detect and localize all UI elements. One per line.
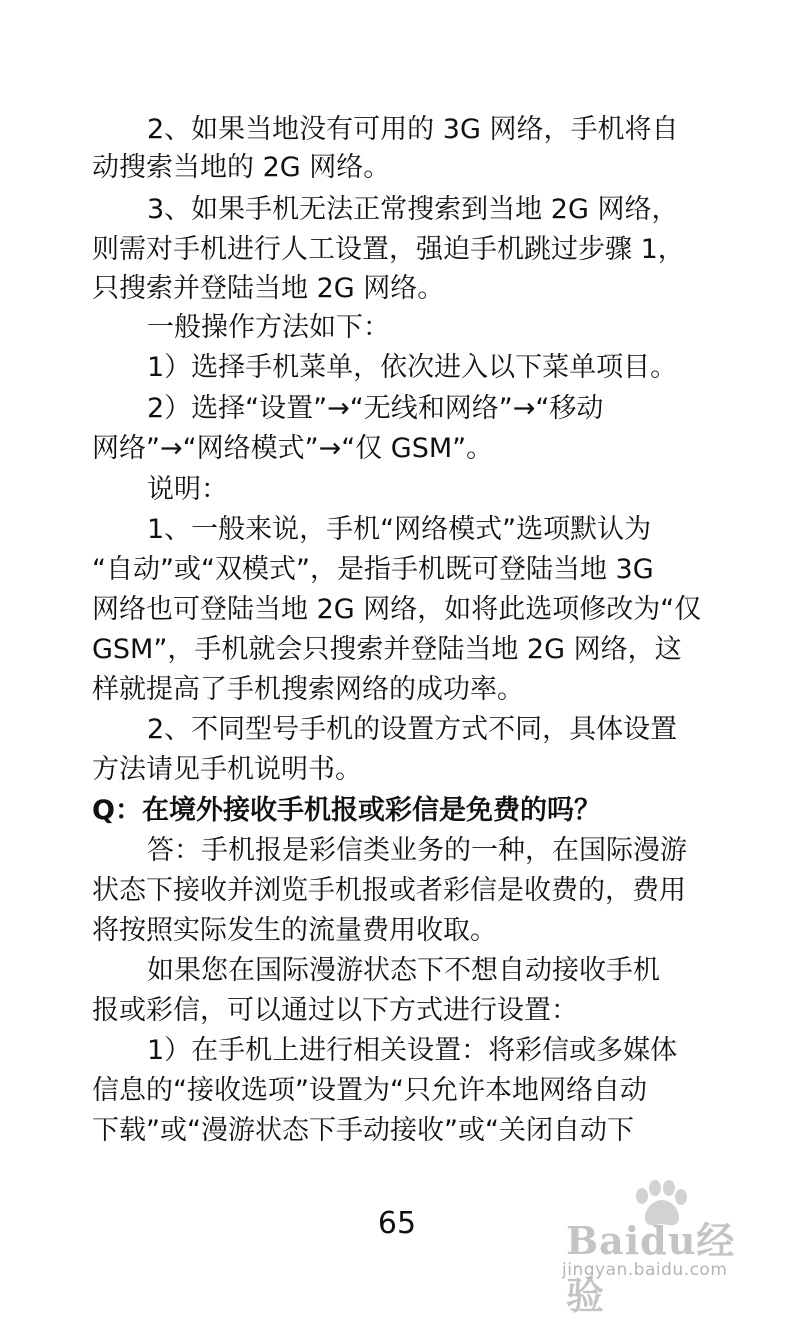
baidu-jingyan-watermark (558, 1180, 758, 1318)
text-line: 1）选择手机菜单，依次进入以下菜单项目。 (147, 352, 678, 383)
text-line: 下载”或“漫游状态下手动接收”或“关闭自动下 (92, 1115, 634, 1146)
text-line: 说明： (147, 474, 228, 505)
text-line: 2、如果当地没有可用的 3G 网络，手机将自 (147, 114, 679, 145)
watermark-brand: Baidu经验 (566, 1218, 736, 1318)
page-number: 65 (377, 1206, 417, 1241)
text-line: 答：手机报是彩信类业务的一种，在国际漫游 (147, 835, 687, 866)
text-line: 状态下接收并浏览手机报或者彩信是收费的，费用 (92, 875, 686, 906)
text-line: 只搜索并登陆当地 2G 网络。 (92, 273, 445, 304)
text-line: 网络”→“网络模式”→“仅 GSM”。 (92, 433, 494, 464)
watermark-url: jingyan.baidu.com (562, 1260, 728, 1280)
text-line: 2、不同型号手机的设置方式不同，具体设置 (147, 714, 678, 745)
text-line: 一般操作方法如下： (147, 312, 390, 343)
text-line: 则需对手机进行人工设置，强迫手机跳过步骤 1， (92, 234, 685, 265)
text-line: 报或彩信，可以通过以下方式进行设置： (92, 995, 578, 1026)
text-line: 3、如果手机无法正常搜索到当地 2G 网络， (147, 194, 679, 225)
text-line: 样就提高了手机搜索网络的成功率。 (92, 674, 524, 705)
text-line: 如果您在国际漫游状态下不想自动接收手机 (147, 955, 660, 986)
text-line: 1）在手机上进行相关设置：将彩信或多媒体 (147, 1035, 678, 1066)
text-line: 1、一般来说，手机“网络模式”选项默认为 (147, 514, 652, 545)
text-line: 网络也可登陆当地 2G 网络，如将此选项修改为“仅 (92, 594, 702, 625)
text-line: GSM”，手机就会只搜索并登陆当地 2G 网络，这 (92, 634, 682, 665)
text-line: 2）选择“设置”→“无线和网络”→“移动 (147, 393, 604, 424)
text-line: “自动”或“双模式”，是指手机既可登陆当地 3G (92, 554, 654, 585)
text-line: 信息的“接收选项”设置为“只允许本地网络自动 (92, 1075, 647, 1106)
text-line: 动搜索当地的 2G 网络。 (92, 152, 391, 183)
text-line: 将按照实际发生的流量费用收取。 (92, 915, 497, 946)
text-line: 方法请见手机说明书。 (92, 754, 362, 785)
question-heading: Q：在境外接收手机报或彩信是免费的吗？ (92, 795, 601, 826)
